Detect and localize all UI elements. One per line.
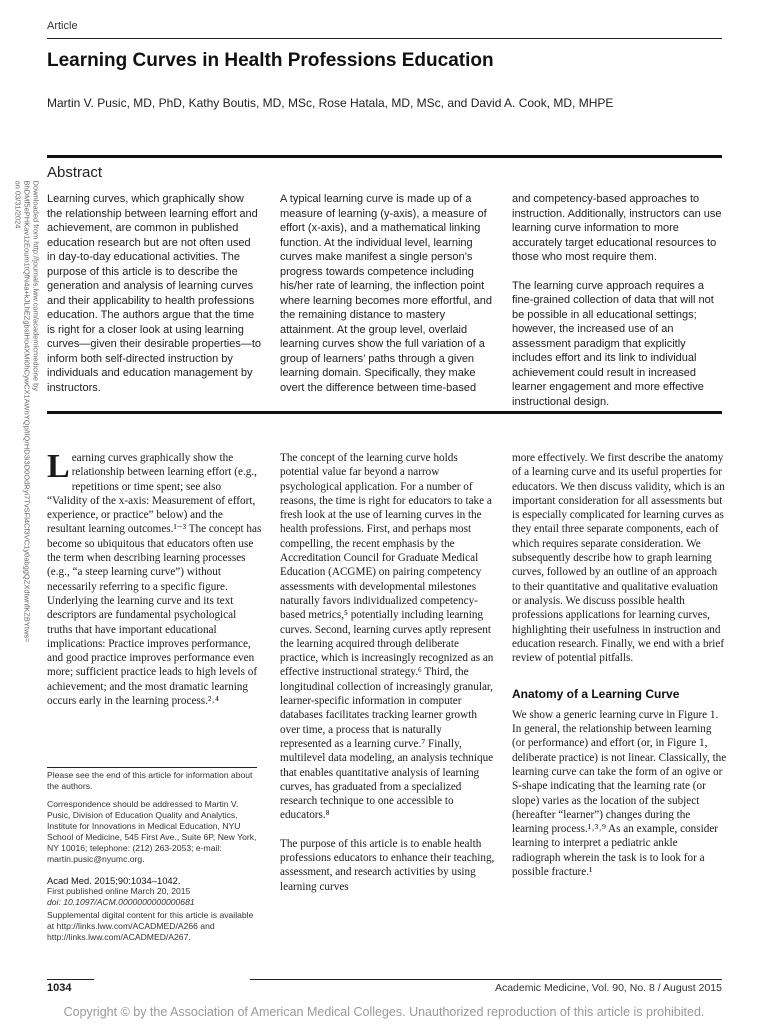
section-label: Article xyxy=(47,20,78,32)
footnote-rule xyxy=(47,767,257,768)
abstract-bottom-rule xyxy=(47,411,722,414)
authors-note: Please see the end of this article for information about the authors. xyxy=(47,770,253,791)
abstract-column-2 xyxy=(280,192,495,409)
abstract-paragraph: Learning curves, which graphically show the relationship between learning effort and achievement, are common in published education research but are not often used in day-to-day educational activities. The purpose of this article is to describe the generation and analysis of learning curves and their applicability to health professions education. The authors argue that the time is right for a closer look at using learning curves—given their desirable properties—to inform both self-directed instruction by individuals and education management by instructors. xyxy=(47,193,261,394)
footer-rule-right xyxy=(250,979,722,980)
abstract-top-rule xyxy=(47,155,722,158)
body-paragraph: more effectively. We first describe the anatomy of a learning curve and its useful properties for educators. We then discuss validity, which is an important consideration for all assessments but is especially complicated for learning curves as they entail three separate components, each of which requires separate consideration. We subsequently describe how to graph learning curves, followed by an outline of an approach to their quantitative and qualitative evaluation or analysis. We discuss possible health professions applications for learning curves, highlighting their usefulness in instruction and education research. Finally, we end with a brief review of potential pitfalls. xyxy=(512,452,725,665)
drop-cap: L xyxy=(47,448,70,485)
body-paragraph: We show a generic learning curve in Figure 1. In general, the relationship between learning (or performance) and effort (or, in Figure 1, deliberate practice) is not linear. Classically, the learning curve can take the form of an ogive or S-shape indicating that the learning rate (or slope) varies as the location of the subject (hereafter “learner”) changes during the learning process.¹˒³˒⁹ As an example, consider learning to interpret a pediatric ankle radiograph wherein the task is to look for a possible fracture.¹ xyxy=(512,708,727,879)
body-paragraph xyxy=(47,448,262,708)
footer-rule-left xyxy=(47,979,94,980)
supplemental-note: Supplemental digital content for this article is available at http://links.lww.com/ACADMED/A266 and http://links.lww.com/ACADMED/A267. xyxy=(47,910,254,942)
first-published: First published online March 20, 2015 xyxy=(47,886,191,896)
section-heading: Anatomy of a Learning Curve xyxy=(512,687,680,702)
body-column-2 xyxy=(280,451,495,908)
download-side-note-text: Downloaded from http://journals.lww.com/academicmedicine by BhDMf5ePHKav1zEoum1tQfN4a+kJLhEZgbsIHo4XMi0hCywCX1AWnYQp/IlQrHD3i3D0OdRyi7TvSFl4Cf3VC1y0abggQZXdtwnfKZBYtws= on 03/31/2024 xyxy=(13,180,41,643)
abstract-paragraph: A typical learning curve is made up of a measure of learning (y-axis), a measure of effort (x-axis), and a mathematical linking function. At the individual level, learning curves make manifest a single person’s progress towards competence including his/her rate of learning, the inflection point where learning becomes more effortful, and the remaining distance to mastery attainment. At the group level, overlaid learning curves show the full variation of a group of learners’ paths through a given learning domain. Specifically, they make overt the difference between time-based xyxy=(280,193,492,394)
doi: doi: 10.1097/ACM.0000000000000681 xyxy=(47,897,195,907)
author-list: Martin V. Pusic, MD, PhD, Kathy Boutis, MD, MSc, Rose Hatala, MD, MSc, and David A. Cook, MD, MHPE xyxy=(47,96,614,110)
abstract-column-3 xyxy=(512,192,727,423)
body-paragraph: The concept of the learning curve holds potential value far beyond a narrow psychological application. For a number of reasons, the time is right for educators to take a fresh look at the use of learning curves in the health professions. First, and perhaps most compelling, the recent emphasis by the Accreditation Council for Graduate Medical Education (ACGME) on pairing competency assessments with developmental milestones naturally favors individualized competency-based metrics,⁵ potentially including learning curves. Second, learning curves aptly represent the learning acquired through deliberate practice, which is increasingly recognized as an effective instructional strategy.⁶ Third, the longitudinal collection of increasingly granular, learner-specific information in computer databases facilitates tracking learner growth over time, a process that is naturally represented as a learning curve.⁷ Finally, multilevel data modeling, an analysis technique that enables quantitative analysis of learning curves, has graduated from a specialized research technique to one accessible to educators.⁸ xyxy=(280,452,494,822)
abstract-heading: Abstract xyxy=(47,164,103,181)
article-title: Learning Curves in Health Professions Education xyxy=(47,50,494,71)
body-column-1 xyxy=(47,448,262,722)
body-paragraph: The purpose of this article is to enable health professions educators to enhance their teaching, assessment, and research activities by using learning curves xyxy=(280,837,495,893)
citation-block xyxy=(47,875,262,908)
correspondence-note: Correspondence should be addressed to Martin V. Pusic, Division of Education Quality and Analytics, Institute for Innovations in Medical Education, NYU School of Medicine, 545 First Ave., Suite 6P, New York, NY 10016; telephone: (212) 263-2053; e-mail: martin.pusic@nyumc.org. xyxy=(47,799,257,864)
citation: Acad Med. 2015;90:1034–1042. xyxy=(47,875,181,886)
copyright-notice: Copyright © by the Association of American Medical Colleges. Unauthorized reproduction of this article is prohibited. xyxy=(63,1005,705,1019)
page-number: 1034 xyxy=(47,982,72,994)
header-rule xyxy=(47,38,722,39)
abstract-paragraph: and competency-based approaches to instruction. Additionally, instructors can use learning curve information to more accurately target educational resources to those who most require them. xyxy=(512,193,722,263)
journal-footer: Academic Medicine, Vol. 90, No. 8 / August 2015 xyxy=(494,982,722,994)
abstract-paragraph: The learning curve approach requires a fine-grained collection of data that will not be possible in all educational settings; however, the increased use of an assessment paradigm that explicitly includes effort and its link to individual achievement could result in increased learner engagement and more effective instructional design. xyxy=(512,279,714,408)
body-paragraph-text: earning curves graphically show the relationship between learning effort (e.g., repetitions or time spent; see also “Validity of the x-axis: Measurement of effort, experience, or practice” below) and the resultant learning outcomes.¹⁻³ The concept has become so ubiquitous that educators often use the term when describing learning processes (e.g., “a steep learning curve”) without necessarily referring to a specific figure. Underlying the learning curve and its text descriptors are fundamental psychological truths that have important educational implications: Practice improves performance, and good practice improves performance even more; sufficient practice leads to high levels of achievement; and the most dramatic learning occurs early in the learning process.²˒⁴ xyxy=(47,452,262,708)
abstract-column-1 xyxy=(47,192,262,409)
body-column-3 xyxy=(512,451,727,893)
download-side-note xyxy=(13,172,41,643)
